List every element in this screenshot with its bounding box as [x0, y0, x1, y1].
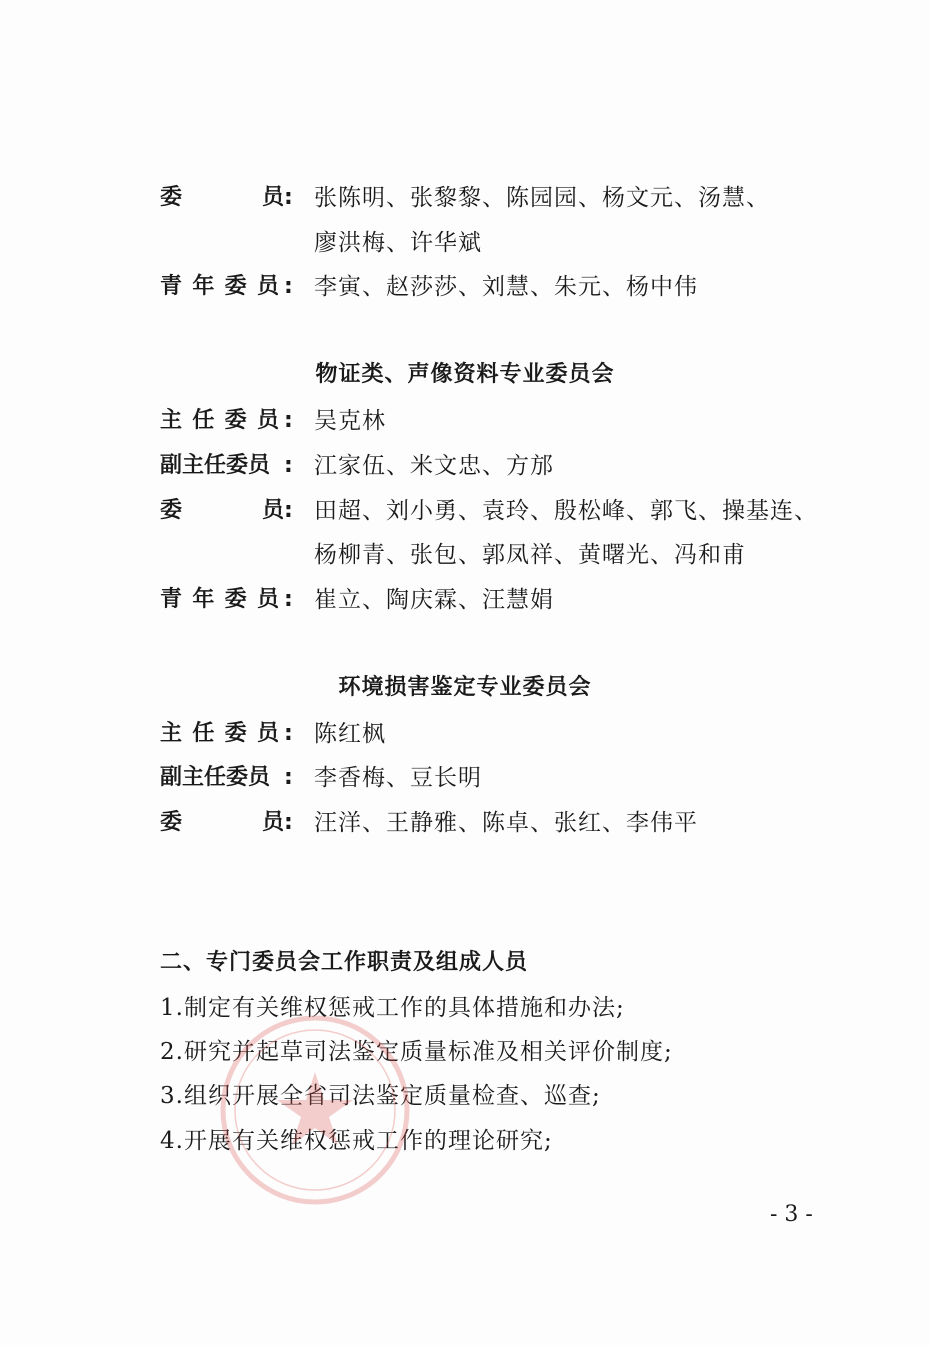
role-char: 青: [160, 587, 184, 612]
colon: :: [284, 274, 294, 299]
role-char: 年: [192, 274, 216, 299]
role-char: 任: [192, 721, 216, 746]
role-label: 副主任委员: [160, 765, 271, 790]
deputy-director-names: 江家伍、米文忠、方邡: [314, 453, 554, 479]
deputy-director-names: 李香梅、豆长明: [314, 765, 482, 791]
role-char: 年: [192, 587, 216, 612]
role-char: 员: [261, 498, 285, 523]
role-char: 委: [224, 274, 248, 299]
youth-member-names: 崔立、陶庆霖、汪慧娟: [314, 587, 554, 613]
role-char: 员: [256, 274, 280, 299]
role-char: 员: [256, 587, 280, 612]
member-names: 张陈明、张黎黎、陈园园、杨文元、汤慧、: [314, 185, 770, 211]
colon: :: [284, 765, 294, 790]
role-char: 员: [256, 408, 280, 433]
committee-title: 环境损害鉴定专业委员会: [338, 675, 592, 700]
member-names-continued: 杨柳青、张包、郭凤祥、黄曙光、冯和甫: [314, 542, 746, 568]
committee-title: 物证类、声像资料专业委员会: [315, 362, 615, 387]
role-label: [160, 406, 280, 436]
duty-item: 2.研究并起草司法鉴定质量标准及相关评价制度;: [160, 1039, 673, 1065]
role-char: 委: [160, 810, 184, 835]
duty-item: 4.开展有关维权惩戒工作的理论研究;: [160, 1128, 553, 1154]
role-label: [160, 808, 285, 838]
role-char: 委: [160, 185, 184, 210]
colon: :: [284, 810, 294, 835]
colon: :: [284, 185, 294, 210]
colon: :: [284, 587, 294, 612]
role-label: [160, 719, 280, 749]
role-char: 主: [160, 721, 184, 746]
duty-item: 1.制定有关维权惩戒工作的具体措施和办法;: [160, 995, 625, 1021]
role-char: 员: [256, 721, 280, 746]
youth-member-names: 李寅、赵莎莎、刘慧、朱元、杨中伟: [314, 274, 698, 300]
section-heading: 二、专门委员会工作职责及组成人员: [160, 950, 529, 975]
role-char: 委: [160, 498, 184, 523]
role-label: 副主任委员: [160, 453, 271, 478]
role-label: [160, 496, 285, 526]
director-names: 陈红枫: [314, 721, 386, 747]
role-char: 委: [224, 408, 248, 433]
member-names: 田超、刘小勇、袁玲、殷松峰、郭飞、操基连、: [314, 498, 818, 524]
role-char: 员: [261, 185, 285, 210]
member-names: 汪洋、王静雅、陈卓、张红、李伟平: [314, 810, 698, 836]
role-label: [160, 183, 285, 213]
colon: :: [284, 453, 294, 478]
colon: :: [284, 721, 294, 746]
colon: :: [284, 498, 294, 523]
duty-item: 3.组织开展全省司法鉴定质量检查、巡查;: [160, 1083, 601, 1109]
role-char: 委: [224, 587, 248, 612]
colon: :: [284, 408, 294, 433]
role-char: 员: [261, 810, 285, 835]
page-number: - 3 -: [770, 1202, 813, 1227]
role-char: 委: [224, 721, 248, 746]
director-names: 吴克林: [314, 408, 386, 434]
role-char: 青: [160, 274, 184, 299]
role-label: [160, 272, 280, 302]
role-char: 主: [160, 408, 184, 433]
role-char: 任: [192, 408, 216, 433]
member-names-continued: 廖洪梅、许华斌: [314, 230, 482, 256]
role-label: [160, 585, 280, 615]
